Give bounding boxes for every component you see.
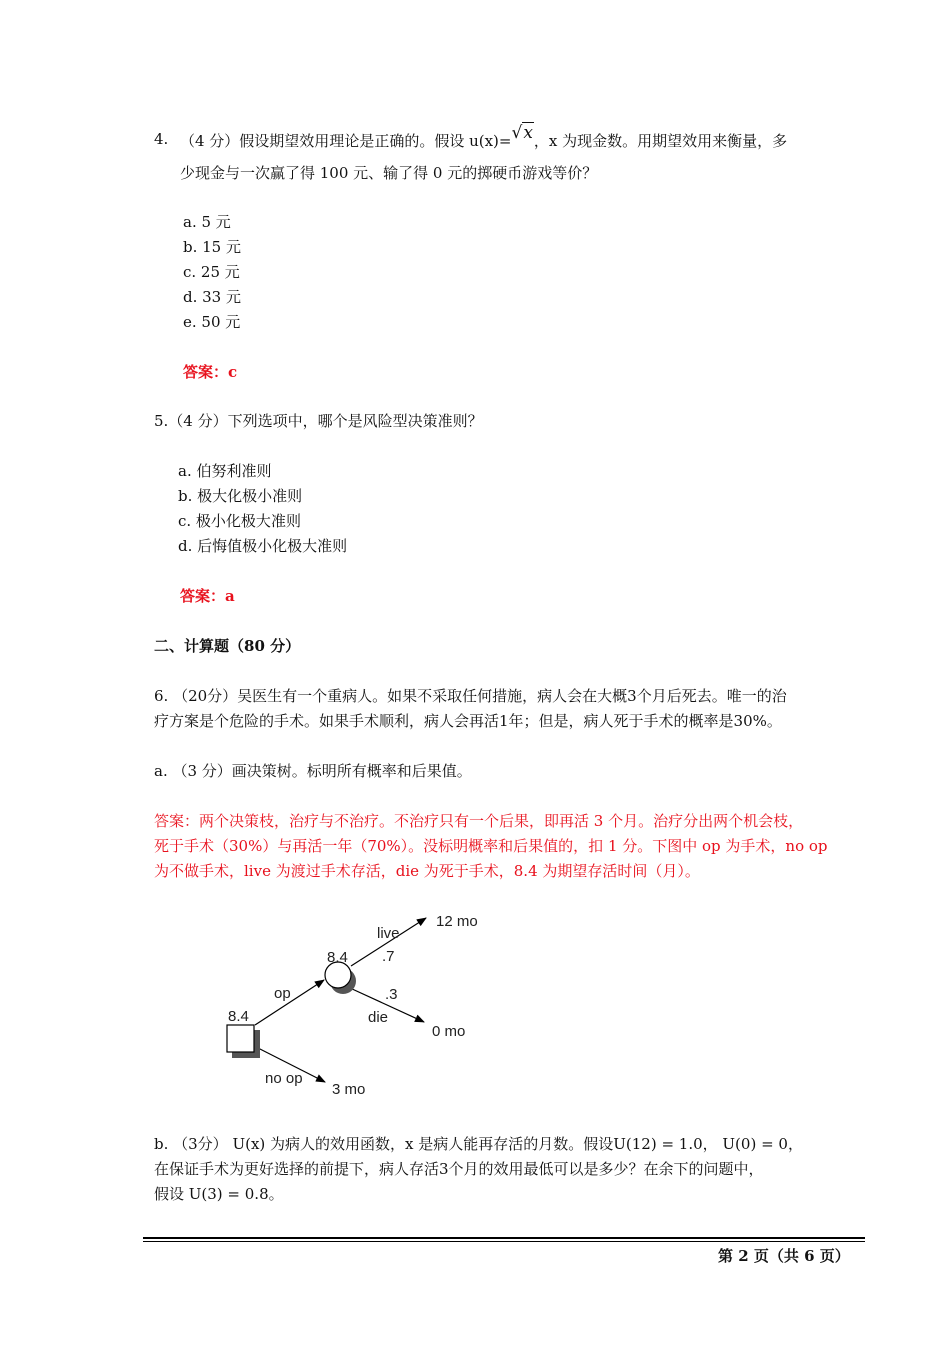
q5-option-d: d. 后悔值极小化极大准则 xyxy=(178,537,348,555)
q5-answer: 答案：a xyxy=(180,587,235,605)
q6-line1: 6. （20分）吴医生有一个重病人。如果不采取任何措施，病人会在大概3个月后死去。唯一的治 xyxy=(154,687,787,705)
q6a-answer-line2: 死于手术（30%）与再活一年（70%）。没标明概率和后果值的，扣 1 分。下图中 op 为手术，no op xyxy=(154,837,828,855)
q4-option-e: e. 50 元 xyxy=(183,313,241,331)
q4-option-a: a. 5 元 xyxy=(183,213,231,231)
decision-node xyxy=(227,1025,254,1052)
live-probability: .7 xyxy=(382,948,395,965)
footer-rule-thin xyxy=(143,1241,865,1242)
die-probability: .3 xyxy=(385,986,398,1003)
q5-option-c: c. 极小化极大准则 xyxy=(178,512,301,530)
q4-number: 4. xyxy=(154,130,169,148)
q4-option-c: c. 25 元 xyxy=(183,263,240,281)
decision-value: 8.4 xyxy=(228,1008,249,1025)
op-label: op xyxy=(274,985,291,1002)
q6b-line1: b. （3分） U(x) 为病人的效用函数，x 是病人能再存活的月数。假设U(12) = 1.0， U(0) = 0， xyxy=(154,1135,803,1153)
q5-option-a: a. 伯努利准则 xyxy=(178,462,272,480)
q5-stem: 5.（4 分）下列选项中，哪个是风险型决策准则？ xyxy=(154,412,483,430)
q6b-line3: 假设 U(3) = 0.8。 xyxy=(154,1185,284,1203)
die-outcome: 0 mo xyxy=(432,1023,466,1040)
no-op-outcome: 3 mo xyxy=(332,1081,366,1098)
q6a-answer-line3: 为不做手术，live 为渡过手术存活，die 为死于手术，8.4 为期望存活时间（月）。 xyxy=(154,862,700,880)
q4-stem-pre: （4 分）假设期望效用理论是正确的。假设 u(x)= xyxy=(180,132,512,150)
q4-stem-post: ，x 为现金数。用期望效用来衡量，多 xyxy=(533,132,788,150)
sqrt-variable: x xyxy=(523,123,533,143)
live-outcome: 12 mo xyxy=(436,913,478,930)
q5-option-b: b. 极大化极小准则 xyxy=(178,487,303,505)
page-number: 第 2 页（共 6 页） xyxy=(718,1247,850,1265)
sqrt-symbol: √x xyxy=(511,123,533,143)
section-heading: 二、计算题（80 分） xyxy=(154,637,301,655)
q4-answer: 答案：c xyxy=(183,363,238,381)
live-label: live xyxy=(377,925,400,942)
q6-line2: 疗方案是个危险的手术。如果手术顺利，病人会再活1年；但是，病人死于手术的概率是30%。 xyxy=(154,712,782,730)
q6a-answer-line1: 答案：两个决策枝，治疗与不治疗。不治疗只有一个后果，即再活 3 个月。治疗分出两个机会枝， xyxy=(154,812,804,830)
q4-option-d: d. 33 元 xyxy=(183,288,241,306)
chance-value: 8.4 xyxy=(327,949,348,966)
q4-stem-line2: 少现金与一次赢了得 100 元、输了得 0 元的掷硬币游戏等价？ xyxy=(180,164,598,182)
no-op-label: no op xyxy=(265,1070,303,1087)
q4-option-b: b. 15 元 xyxy=(183,238,241,256)
die-label: die xyxy=(368,1009,389,1026)
footer-rule-thick xyxy=(143,1237,865,1239)
q6a-prompt: a. （3 分）画决策树。标明所有概率和后果值。 xyxy=(154,762,472,780)
q6b-line2: 在保证手术为更好选择的前提下，病人存活3个月的效用最低可以是多少？在余下的问题中， xyxy=(154,1160,764,1178)
